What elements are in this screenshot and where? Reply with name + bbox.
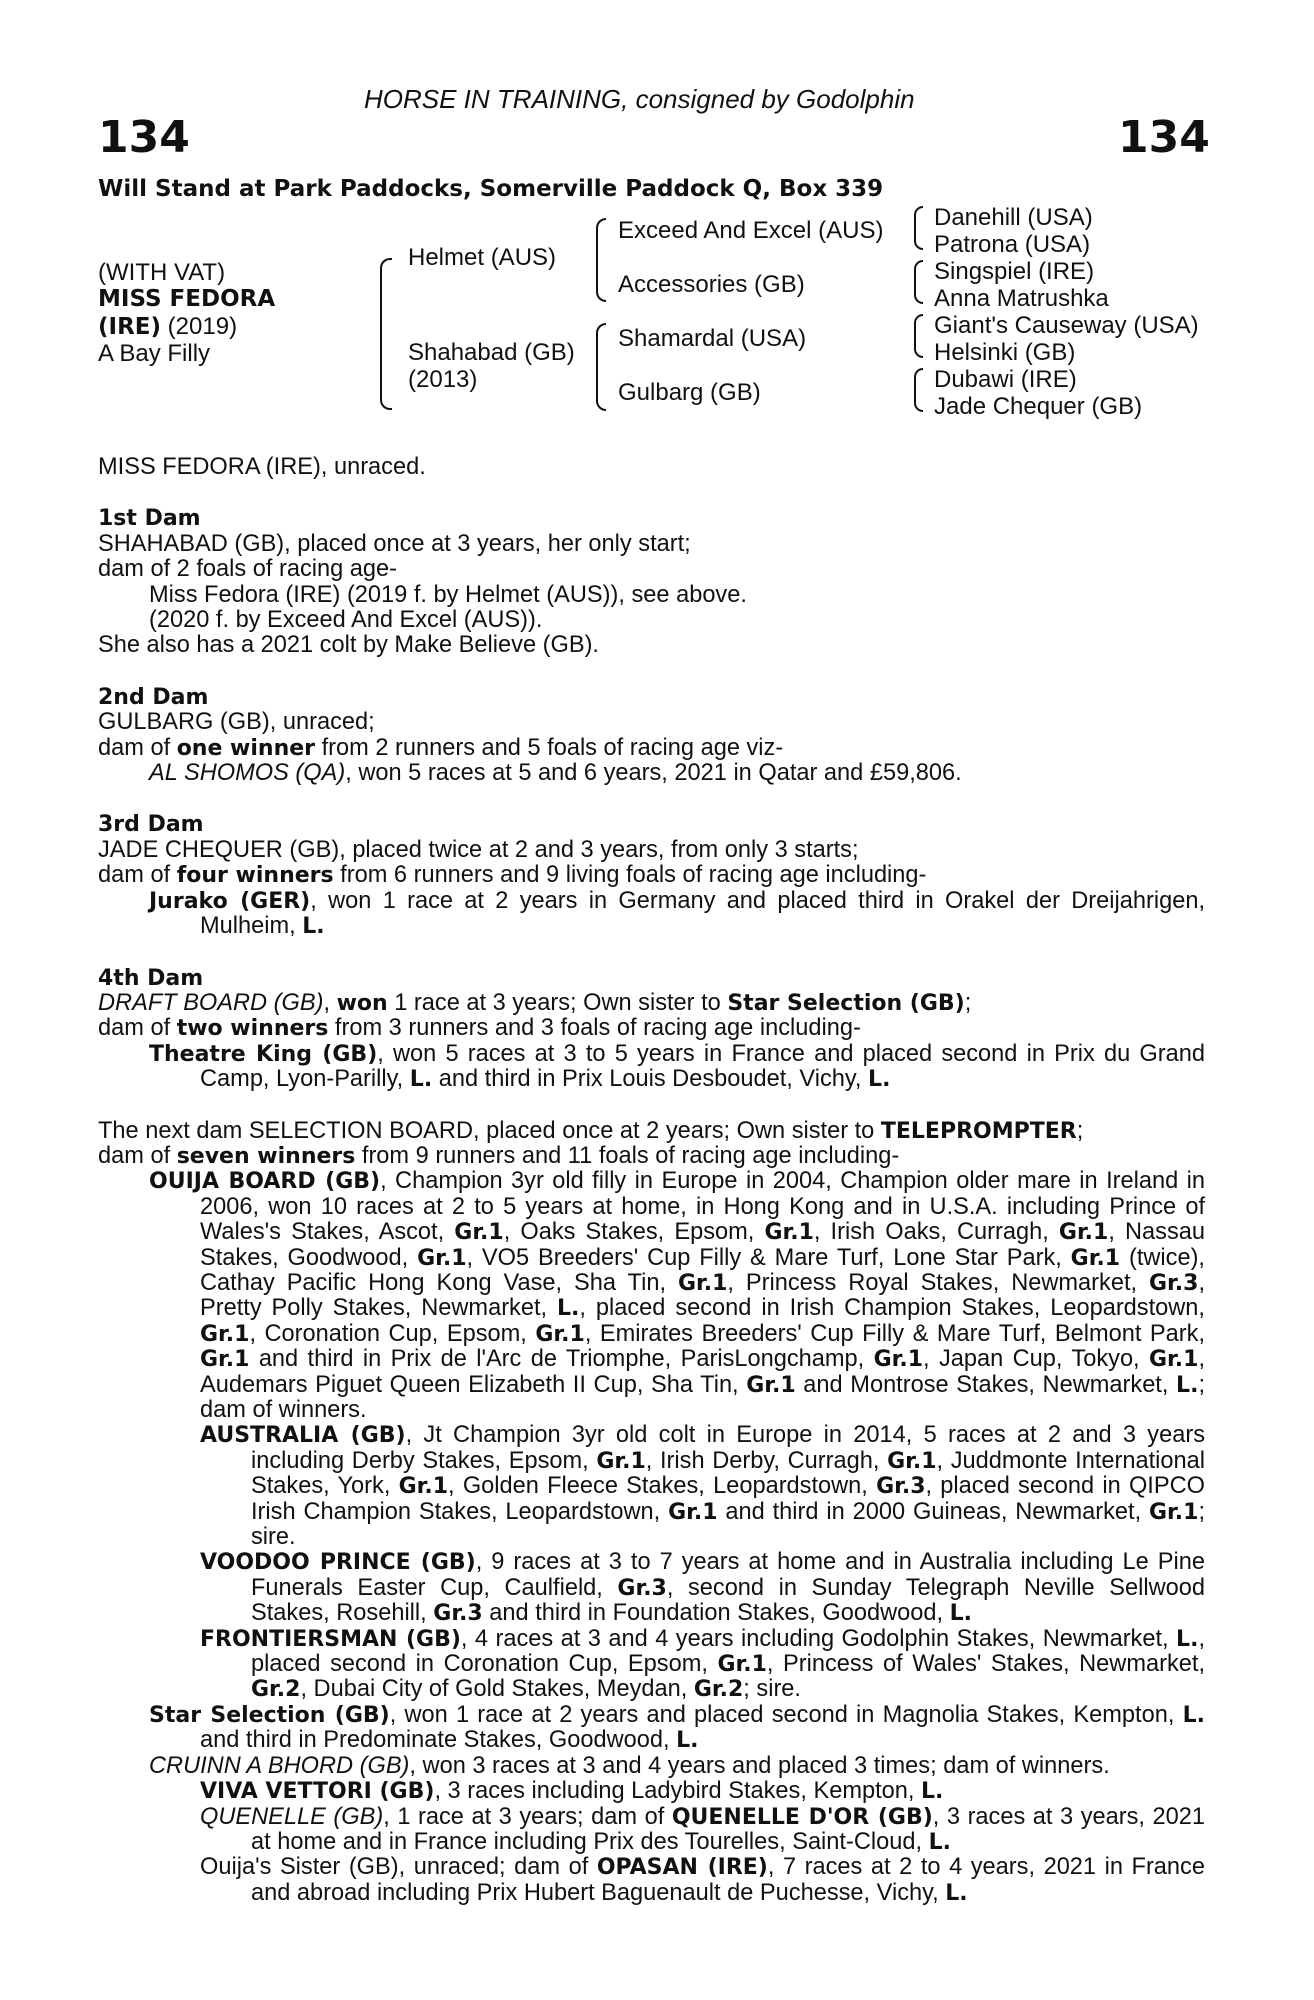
pedigree-bracket-dam bbox=[596, 323, 606, 411]
pedigree-ssd: Patrona (USA) bbox=[934, 231, 1091, 258]
pedigree-sds: Singspiel (IRE) bbox=[934, 258, 1095, 285]
pedigree-dam-dam: Gulbarg (GB) bbox=[618, 379, 761, 406]
pedigree-bracket-sire bbox=[596, 218, 606, 302]
dam2-line: dam of one winner from 2 runners and 5 foals of racing age viz- bbox=[98, 734, 784, 761]
dam2-heading: 2nd Dam bbox=[98, 684, 209, 710]
dam1-foal: Miss Fedora (IRE) (2019 f. by Helmet (AUS)), see above. bbox=[149, 581, 747, 608]
dam4-produce: Theatre King (GB), won 5 races at 3 to 5 years in France and placed second in Prix du Grand Camp, Lyon-Parilly, L. and third in Prix Louis Desboudet, Vichy, L. bbox=[149, 1040, 1205, 1093]
pedigree-bracket-g4 bbox=[914, 368, 923, 412]
pedigree-sss: Danehill (USA) bbox=[934, 204, 1093, 231]
pedigree-bracket-g1 bbox=[914, 206, 923, 250]
dam1-line: dam of 2 foals of racing age- bbox=[98, 556, 398, 583]
pedigree-sire-sire: Exceed And Excel (AUS) bbox=[618, 217, 884, 244]
produce-ouija-board: OUIJA BOARD (GB), Champion 3yr old filly in Europe in 2004, Champion older mare in Ireland in 2006, won 10 races at 2 to 5 years at home, in Hong Kong and in U.S.A. including Prince of Wales's Stakes, Ascot, Gr.1, Oaks Stakes, Epsom, Gr.1, Irish Oaks, Curragh, Gr.1, Nassau Stakes, Goodwood, Gr.1, VO5 Breeders' Cup Filly & Mare Turf, Lone Star Park, Gr.1 (twice), Cathay Pacific Hong Kong Vase, Sha Tin, Gr.1, Princess Royal Stakes, Newmarket, Gr.3, Pretty Polly Stakes, Newmarket, L., placed second in Irish Champion Stakes, Leopardstown, Gr.1, Coronation Cup, Epsom, Gr.1, Emirates Breeders' Cup Filly & Mare Turf, Belmont Park, Gr.1 and third in Prix de l'Arc de Triomphe, ParisLongchamp, Gr.1, Japan Cup, Tokyo, Gr.1, Audemars Piguet Queen Elizabeth II Cup, Sha Tin, Gr.1 and Montrose Stakes, Newmarket, L.; dam of winners. bbox=[149, 1168, 1205, 1423]
horse-country-year: (IRE) (2019) bbox=[98, 313, 238, 340]
dam4-line: DRAFT BOARD (GB), won 1 race at 3 years; Own sister to Star Selection (GB); bbox=[98, 989, 972, 1016]
pedigree-dam-sire: Shamardal (USA) bbox=[618, 325, 807, 352]
dam2-produce: AL SHOMOS (QA), won 5 races at 5 and 6 years, 2021 in Qatar and £59,806. bbox=[149, 760, 962, 787]
dam2-line: GULBARG (GB), unraced; bbox=[98, 709, 375, 736]
produce-star-selection: Star Selection (GB), won 1 race at 2 years and placed second in Magnolia Stakes, Kempton, L. and third in Predominate Stakes, Goodwood, L. bbox=[149, 1701, 1205, 1754]
produce-frontiersman: FRONTIERSMAN (GB), 4 races at 3 and 4 years including Godolphin Stakes, Newmarket, L., placed second in Coronation Cup, Epsom, Gr.1, Princess of Wales' Stakes, Newmarket, Gr.2, Dubai City of Gold Stakes, Meydan, Gr.2; sire. bbox=[200, 1625, 1206, 1703]
dam4-heading: 4th Dam bbox=[98, 965, 204, 991]
dam4-line: dam of two winners from 3 runners and 3 foals of racing age including- bbox=[98, 1015, 861, 1042]
produce-cruinn-a-bhord: CRUINN A BHORD (GB), won 3 races at 3 and 4 years and placed 3 times; dam of winners. bbox=[149, 1752, 1110, 1779]
produce-ouijas-sister: Ouija's Sister (GB), unraced; dam of OPASAN (IRE), 7 races at 2 to 4 years, 2021 in France and abroad including Prix Hubert Baguenault de Puchesse, Vichy, L. bbox=[200, 1854, 1205, 1906]
consignment-title: HORSE IN TRAINING, consigned by Godolphin bbox=[364, 84, 915, 114]
pedigree-bracket-g2 bbox=[914, 260, 923, 304]
pedigree-ddd: Jade Chequer (GB) bbox=[934, 393, 1143, 420]
pedigree-dam-year: (2013) bbox=[408, 366, 478, 393]
lot-number-right: 134 bbox=[1118, 112, 1210, 163]
stand-location: Will Stand at Park Paddocks, Somerville Paddock Q, Box 339 bbox=[98, 176, 884, 202]
pedigree-sdd: Anna Matrushka bbox=[934, 285, 1109, 312]
dam1-line: SHAHABAD (GB), placed once at 3 years, her only start; bbox=[98, 530, 691, 557]
horse-description: A Bay Filly bbox=[98, 340, 211, 367]
dam1-heading: 1st Dam bbox=[98, 506, 201, 532]
pedigree-dds: Dubawi (IRE) bbox=[934, 366, 1077, 393]
dam3-heading: 3rd Dam bbox=[98, 812, 204, 838]
dam1-foal: (2020 f. by Exceed And Excel (AUS)). bbox=[149, 607, 543, 634]
produce-australia: AUSTRALIA (GB), Jt Champion 3yr old colt in Europe in 2014, 5 races at 2 and 3 years including Derby Stakes, Epsom, Gr.1, Irish Derby, Curragh, Gr.1, Juddmonte International Stakes, York, Gr.1, Golden Fleece Stakes, Leopardstown, Gr.3, placed second in QIPCO Irish Champion Stakes, Leopardstown, Gr.1 and third in 2000 Guineas, Newmarket, Gr.1; sire. bbox=[200, 1422, 1206, 1551]
dam1-line: She also has a 2021 colt by Make Believe (GB). bbox=[98, 632, 599, 659]
intro-line: MISS FEDORA (IRE), unraced. bbox=[98, 454, 426, 480]
produce-quenelle: QUENELLE (GB), 1 race at 3 years; dam of QUENELLE D'OR (GB), 3 races at 3 years, 2021 at home and in France including Prix des Tourelles, Saint-Cloud, L. bbox=[200, 1803, 1205, 1855]
dam3-line: dam of four winners from 6 runners and 9 living foals of racing age including- bbox=[98, 862, 927, 889]
lot-number-left: 134 bbox=[98, 112, 190, 163]
produce-voodoo-prince: VOODOO PRINCE (GB), 9 races at 3 to 7 years at home and in Australia including Le Pine Funerals Easter Cup, Caulfield, Gr.3, second in Sunday Telegraph Neville Sellwood Stakes, Rosehill, Gr.3 and third in Foundation Stakes, Goodwood, L. bbox=[200, 1549, 1205, 1627]
pedigree-dss: Giant's Causeway (USA) bbox=[934, 312, 1199, 339]
pedigree-dam: Shahabad (GB) bbox=[408, 339, 575, 366]
vat-note: (WITH VAT) bbox=[98, 259, 226, 286]
pedigree-sire-dam: Accessories (GB) bbox=[618, 271, 805, 298]
next-dam-line: dam of seven winners from 9 runners and 11 foals of racing age including- bbox=[98, 1142, 900, 1169]
horse-name: MISS FEDORA bbox=[98, 286, 276, 312]
pedigree-sire: Helmet (AUS) bbox=[408, 244, 557, 271]
produce-viva-vettori: VIVA VETTORI (GB), 3 races including Ladybird Stakes, Kempton, L. bbox=[200, 1778, 944, 1805]
pedigree-dsd: Helsinki (GB) bbox=[934, 339, 1076, 366]
pedigree-bracket-g3 bbox=[914, 314, 923, 358]
pedigree-body bbox=[98, 455, 1205, 1906]
next-dam-line: The next dam SELECTION BOARD, placed once at 2 years; Own sister to TELEPROMPTER; bbox=[98, 1117, 1084, 1144]
dam3-line: JADE CHEQUER (GB), placed twice at 2 and 3 years, from only 3 starts; bbox=[98, 836, 859, 863]
pedigree-bracket-main bbox=[380, 258, 392, 410]
dam3-produce: Jurako (GER), won 1 race at 2 years in Germany and placed third in Orakel der Dreijahrigen, Mulheim, L. bbox=[149, 887, 1205, 940]
